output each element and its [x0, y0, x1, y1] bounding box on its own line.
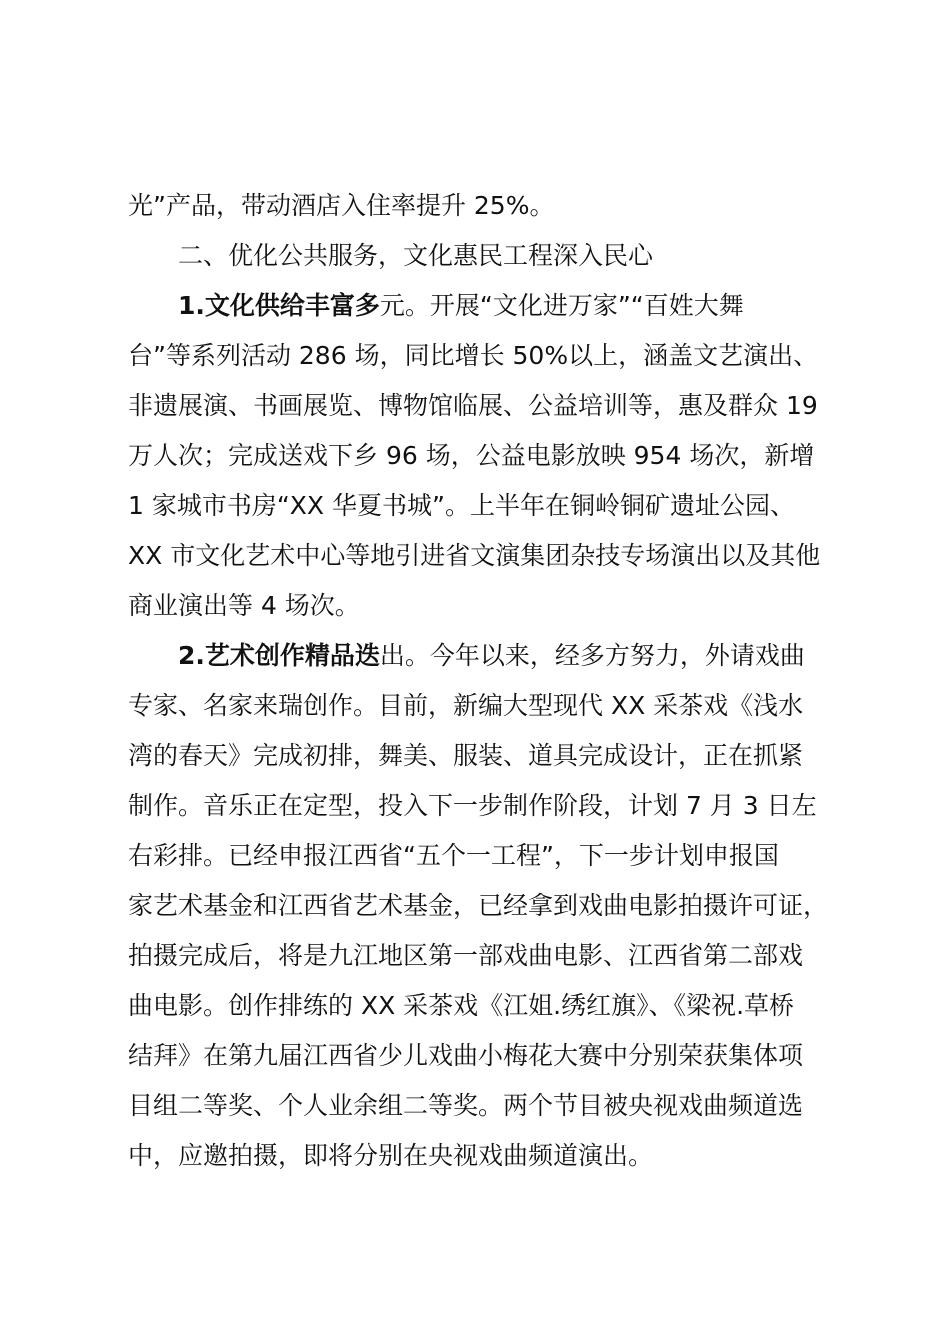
paragraph-line: 万人次；完成送戏下乡 96 场，公益电影放映 954 场次，新增 — [128, 441, 815, 470]
paragraph-line: 制作。音乐正在定型，投入下一步制作阶段，计划 7 月 3 日左 — [128, 791, 817, 820]
paragraph-text: 出。今年以来，经多方努力，外请戏曲 — [379, 641, 805, 670]
paragraph-line: 湾的春天》完成初排，舞美、服装、道具完成设计，正在抓紧 — [128, 741, 804, 770]
paragraph-line: 家艺术基金和江西省艺术基金，已经拿到戏曲电影拍摄许可证， — [128, 891, 829, 920]
paragraph-line: 商业演出等 4 场次。 — [128, 591, 360, 620]
paragraph-line: 右彩排。已经申报江西省“五个一工程”，下一步计划申报国 — [128, 841, 779, 870]
paragraph-line: 结拜》在第九届江西省少儿戏曲小梅花大赛中分别荣获集体项 — [128, 1041, 804, 1070]
paragraph-line: 1 家城市书房“XX 华夏书城”。上半年在铜岭铜矿遗址公园、 — [128, 491, 795, 520]
paragraph-line — [178, 640, 805, 672]
paragraph-line: 台”等系列活动 286 场，同比增长 50%以上，涵盖文艺演出、 — [128, 341, 819, 370]
paragraph-line: 目组二等奖、个人业余组二等奖。两个节目被央视戏曲频道选 — [128, 1091, 804, 1120]
paragraph-line: 中，应邀拍摄，即将分别在央视戏曲频道演出。 — [128, 1141, 654, 1170]
paragraph-line: 拍摄完成后，将是九江地区第一部戏曲电影、江西省第二部戏 — [128, 941, 804, 970]
paragraph-line: 非遗展演、书画展览、博物馆临展、公益培训等，惠及群众 19 — [128, 391, 818, 420]
paragraph-title: 2.艺术创作精品迭 — [178, 641, 380, 670]
paragraph-text: 元。开展“文化进万家”“百姓大舞 — [379, 291, 744, 320]
paragraph-line: 曲电影。创作排练的 XX 采茶戏《江姐.绣红旗》、《梁祝.草桥 — [128, 991, 795, 1020]
section-heading: 二、优化公共服务，文化惠民工程深入民心 — [178, 241, 654, 270]
paragraph-line: XX 市文化艺术中心等地引进省文演集团杂技专场演出以及其他 — [128, 541, 821, 570]
paragraph-line — [178, 290, 744, 322]
text-line: 光”产品，带动酒店入住率提升 25%。 — [128, 191, 555, 220]
paragraph-title: 1.文化供给丰富多 — [178, 291, 380, 320]
paragraph-line: 专家、名家来瑞创作。目前，新编大型现代 XX 采茶戏《浅水 — [128, 691, 804, 720]
